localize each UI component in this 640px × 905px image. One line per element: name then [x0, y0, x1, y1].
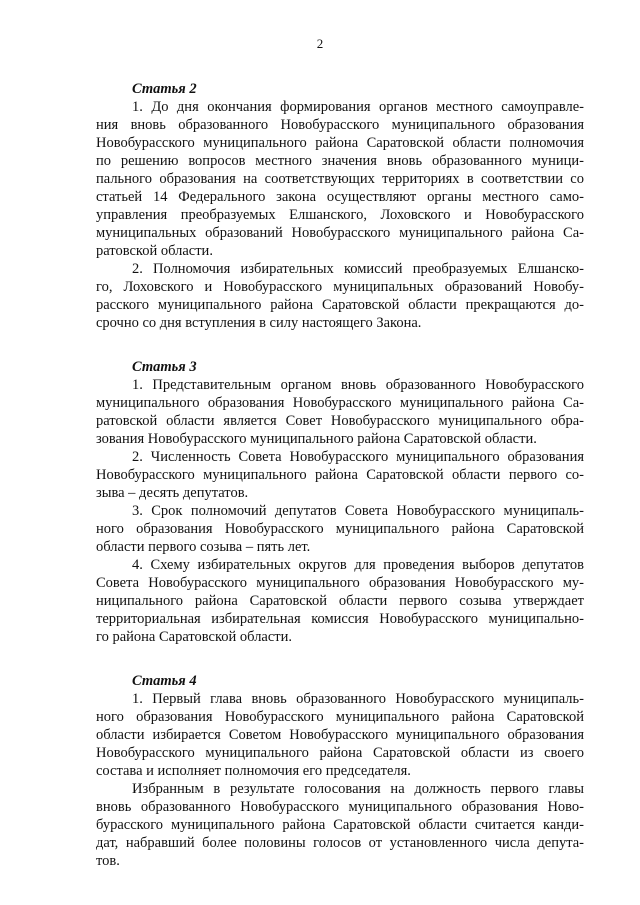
- text-line: 1. До дня окончания формирования органов местного самоуправле-: [132, 99, 584, 115]
- text-line: статьей 14 Федерального закона осуществляют органы местного само-: [96, 189, 584, 205]
- paragraph: [96, 98, 584, 260]
- text-line: зыва – десять депутатов.: [96, 485, 249, 501]
- article: [96, 80, 584, 332]
- text-line: 4. Схему избирательных округов для проведения выборов депутатов: [132, 557, 584, 573]
- text-line: ниципального района Саратовской области первого созыва утверждает: [96, 593, 584, 609]
- text-line: территориальная избирательная комиссия Новобурасского муниципально-: [96, 611, 584, 627]
- text-line: ратовской области является Совет Новобурасского муниципального обра-: [96, 413, 584, 429]
- article: [96, 358, 584, 646]
- text-line: дат, набравший более половины голосов от установленного числа депута-: [96, 835, 584, 851]
- paragraph: [96, 376, 584, 448]
- text-line: Новобурасского муниципального района Саратовской области полномочия: [96, 135, 584, 151]
- article: [96, 672, 584, 870]
- paragraph: [96, 690, 584, 780]
- paragraph: [96, 502, 584, 556]
- article-heading: Статья 4: [132, 673, 197, 689]
- text-line: пального образования на соответствующих территориях в соответствии со: [96, 171, 584, 187]
- paragraph: [96, 556, 584, 646]
- text-line: срочно со дня вступления в силу настоящего Закона.: [96, 315, 422, 331]
- text-line: области избирается Советом Новобурасского муниципального образования: [96, 727, 584, 743]
- text-line: 1. Первый глава вновь образованного Новобурасского муниципаль-: [132, 691, 584, 707]
- text-line: области первого созыва – пять лет.: [96, 539, 311, 555]
- text-line: муниципального образования Новобурасского муниципального района Са-: [96, 395, 584, 411]
- text-line: Совета Новобурасского муниципального образования Новобурасского му-: [96, 575, 584, 591]
- text-line: го района Саратовской области.: [96, 629, 293, 645]
- text-line: ратовской области.: [96, 243, 213, 259]
- text-line: 2. Численность Совета Новобурасского муниципального образования: [132, 449, 584, 465]
- text-line: управления преобразуемых Елшанского, Лоховского и Новобурасского: [96, 207, 584, 223]
- text-line: ного образования Новобурасского муниципального района Саратовской: [96, 521, 584, 537]
- text-line: расского муниципального района Саратовской области прекращаются до-: [96, 297, 584, 313]
- page-number: 2: [316, 36, 324, 51]
- text-line: зования Новобурасского муниципального района Саратовской области.: [96, 431, 537, 447]
- text-line: 1. Представительным органом вновь образованного Новобурасского: [132, 377, 584, 393]
- text-line: ния вновь образованного Новобурасского муниципального образования: [96, 117, 584, 133]
- text-line: го, Лоховского и Новобурасского муниципальных образований Новобу-: [96, 279, 584, 295]
- text-line: Новобурасского муниципального района Саратовской области из своего: [96, 745, 584, 761]
- text-line: вновь образованного Новобурасского муниципального образования Ново-: [96, 799, 584, 815]
- text-line: состава и исполняет полномочия его председателя.: [96, 763, 411, 779]
- paragraph: [96, 448, 584, 502]
- article-heading: Статья 3: [132, 359, 197, 375]
- text-line: по решению вопросов местного значения вновь образованного муници-: [96, 153, 584, 169]
- paragraph: [96, 260, 584, 332]
- document-body: [96, 80, 584, 896]
- text-line: тов.: [96, 853, 120, 869]
- text-line: муниципальных образований Новобурасского муниципального района Са-: [96, 225, 584, 241]
- text-line: ного образования Новобурасского муниципального района Саратовской: [96, 709, 584, 725]
- text-line: 2. Полномочия избирательных комиссий преобразуемых Елшанско-: [132, 261, 584, 277]
- text-line: Избранным в результате голосования на должность первого главы: [132, 781, 584, 797]
- article-heading: Статья 2: [132, 81, 197, 97]
- text-line: 3. Срок полномочий депутатов Совета Новобурасского муниципаль-: [132, 503, 584, 519]
- text-line: Новобурасского муниципального района Саратовской области первого со-: [96, 467, 584, 483]
- text-line: бурасского муниципального района Саратовской области считается канди-: [96, 817, 584, 833]
- paragraph: [96, 780, 584, 870]
